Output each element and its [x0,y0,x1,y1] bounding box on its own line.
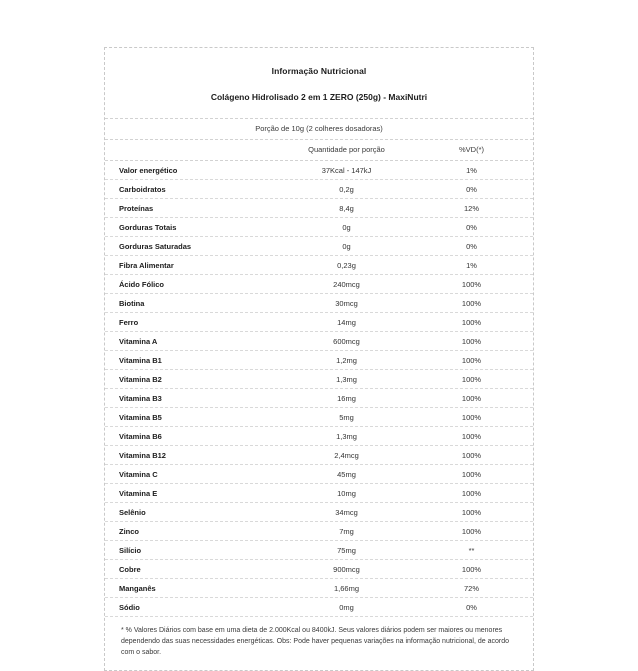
nutrient-quantity: 75mg [337,545,356,555]
nutrition-facts-panel [104,47,534,671]
nutrient-name: Ferro [119,317,139,327]
nutrient-quantity: 0,2g [339,184,354,194]
nutrient-daily-value: 100% [461,317,482,327]
nutrient-daily-value: 1% [466,165,477,175]
nutrient-name: Ácido Fólico [119,279,164,289]
nutrient-quantity: 34mcg [335,507,358,517]
nutrient-name: Carboidratos [119,184,166,194]
table-header-row [105,140,533,161]
nutrient-daily-value: 100% [461,279,482,289]
page-title: Informação Nutricional [271,66,367,76]
table-row [105,598,533,617]
nutrient-daily-value: 100% [461,431,482,441]
nutrient-name: Selênio [119,507,146,517]
product-name: Colágeno Hidrolisado 2 em 1 ZERO (250g) - MaxiNutri [210,92,428,102]
table-row [105,313,533,332]
nutrient-quantity: 0g [342,241,351,251]
nutrient-daily-value: ** [468,545,475,555]
nutrient-quantity: 1,2mg [336,355,357,365]
nutrient-daily-value: 100% [461,298,482,308]
nutrient-name: Vitamina B1 [119,355,162,365]
nutrient-daily-value: 72% [463,583,479,593]
table-row [105,237,533,256]
table-row [105,256,533,275]
table-row [105,427,533,446]
nutrient-quantity: 240mcg [333,279,360,289]
nutrient-name: Biotina [119,298,145,308]
nutrient-quantity: 45mg [337,469,356,479]
nutrient-quantity: 2,4mcg [334,450,359,460]
nutrient-name: Vitamina B12 [119,450,166,460]
table-row [105,332,533,351]
table-row [105,389,533,408]
portion-size: Porção de 10g (2 colheres dosadoras) [105,118,533,140]
table-row [105,541,533,560]
nutrient-daily-value: 100% [461,507,482,517]
nutrient-quantity: 14mg [337,317,356,327]
table-row [105,560,533,579]
nutrient-quantity: 1,3mg [336,431,357,441]
nutrient-name: Proteínas [119,203,154,213]
nutrient-daily-value: 0% [466,222,477,232]
nutrient-quantity: 7mg [339,526,354,536]
nutrient-name: Vitamina B3 [119,393,162,403]
table-row [105,579,533,598]
nutrient-name: Vitamina A [119,336,158,346]
table-row [105,370,533,389]
nutrient-daily-value: 100% [461,355,482,365]
nutrient-daily-value: 100% [461,526,482,536]
nutrient-name: Vitamina B6 [119,431,162,441]
nutrient-daily-value: 1% [466,260,477,270]
table-row [105,275,533,294]
table-row [105,351,533,370]
nutrient-quantity: 37Kcal - 147kJ [321,165,372,175]
nutrient-name: Valor energético [119,165,178,175]
nutrient-daily-value: 100% [461,469,482,479]
nutrient-daily-value: 100% [461,488,482,498]
nutrient-name: Manganês [119,583,156,593]
table-row [105,446,533,465]
nutrient-daily-value: 0% [466,602,477,612]
nutrient-quantity: 0mg [339,602,354,612]
table-row [105,408,533,427]
table-row [105,161,533,180]
nutrient-daily-value: 100% [461,450,482,460]
column-header-quantity: Quantidade por porção [308,145,385,154]
nutrient-name: Vitamina C [119,469,158,479]
nutrient-name: Vitamina B2 [119,374,162,384]
nutrient-table-body [105,161,533,617]
nutrient-daily-value: 12% [463,203,479,213]
nutrient-name: Silício [119,545,142,555]
column-header-nutrient [119,145,269,154]
nutrient-quantity: 1,66mg [333,583,360,593]
footnote-text: * % Valores Diários com base em uma dieta de 2.000Kcal ou 8400kJ. Seus valores diários podem ser maiores ou menores dependendo das suas necessidades energéticas. Obs: Pode haver pequenas variações na informação nutricional, de acordo com o sabor. [121,627,509,656]
table-row [105,294,533,313]
table-row [105,522,533,541]
nutrient-daily-value: 0% [466,241,477,251]
nutrient-name: Vitamina E [119,488,158,498]
table-row [105,465,533,484]
nutrient-name: Gorduras Totais [119,222,177,232]
nutrient-quantity: 8,4g [339,203,354,213]
table-row [105,180,533,199]
nutrient-name: Sódio [119,602,140,612]
nutrient-name: Zinco [119,526,139,536]
nutrient-daily-value: 0% [466,184,477,194]
nutrient-daily-value: 100% [461,564,482,574]
nutrient-quantity: 1,3mg [336,374,357,384]
nutrient-quantity: 5mg [339,412,354,422]
nutrient-daily-value: 100% [461,412,482,422]
nutrient-daily-value: 100% [461,336,482,346]
column-header-daily-value: %VD(*) [458,145,484,154]
nutrient-quantity: 0g [342,222,351,232]
nutrient-quantity: 0,23g [337,260,356,270]
table-row [105,218,533,237]
nutrient-name: Cobre [119,564,141,574]
table-row [105,199,533,218]
label-heading [105,58,533,108]
nutrient-quantity: 900mcg [333,564,360,574]
nutrient-quantity: 30mcg [335,298,358,308]
nutrient-quantity: 600mcg [333,336,360,346]
table-row [105,503,533,522]
nutrient-name: Gorduras Saturadas [119,241,192,251]
nutrient-daily-value: 100% [461,393,482,403]
nutrient-daily-value: 100% [461,374,482,384]
table-row [105,484,533,503]
nutrient-name: Vitamina B5 [119,412,162,422]
nutrient-quantity: 10mg [337,488,356,498]
nutrient-quantity: 16mg [337,393,356,403]
nutrient-name: Fibra Alimentar [119,260,174,270]
